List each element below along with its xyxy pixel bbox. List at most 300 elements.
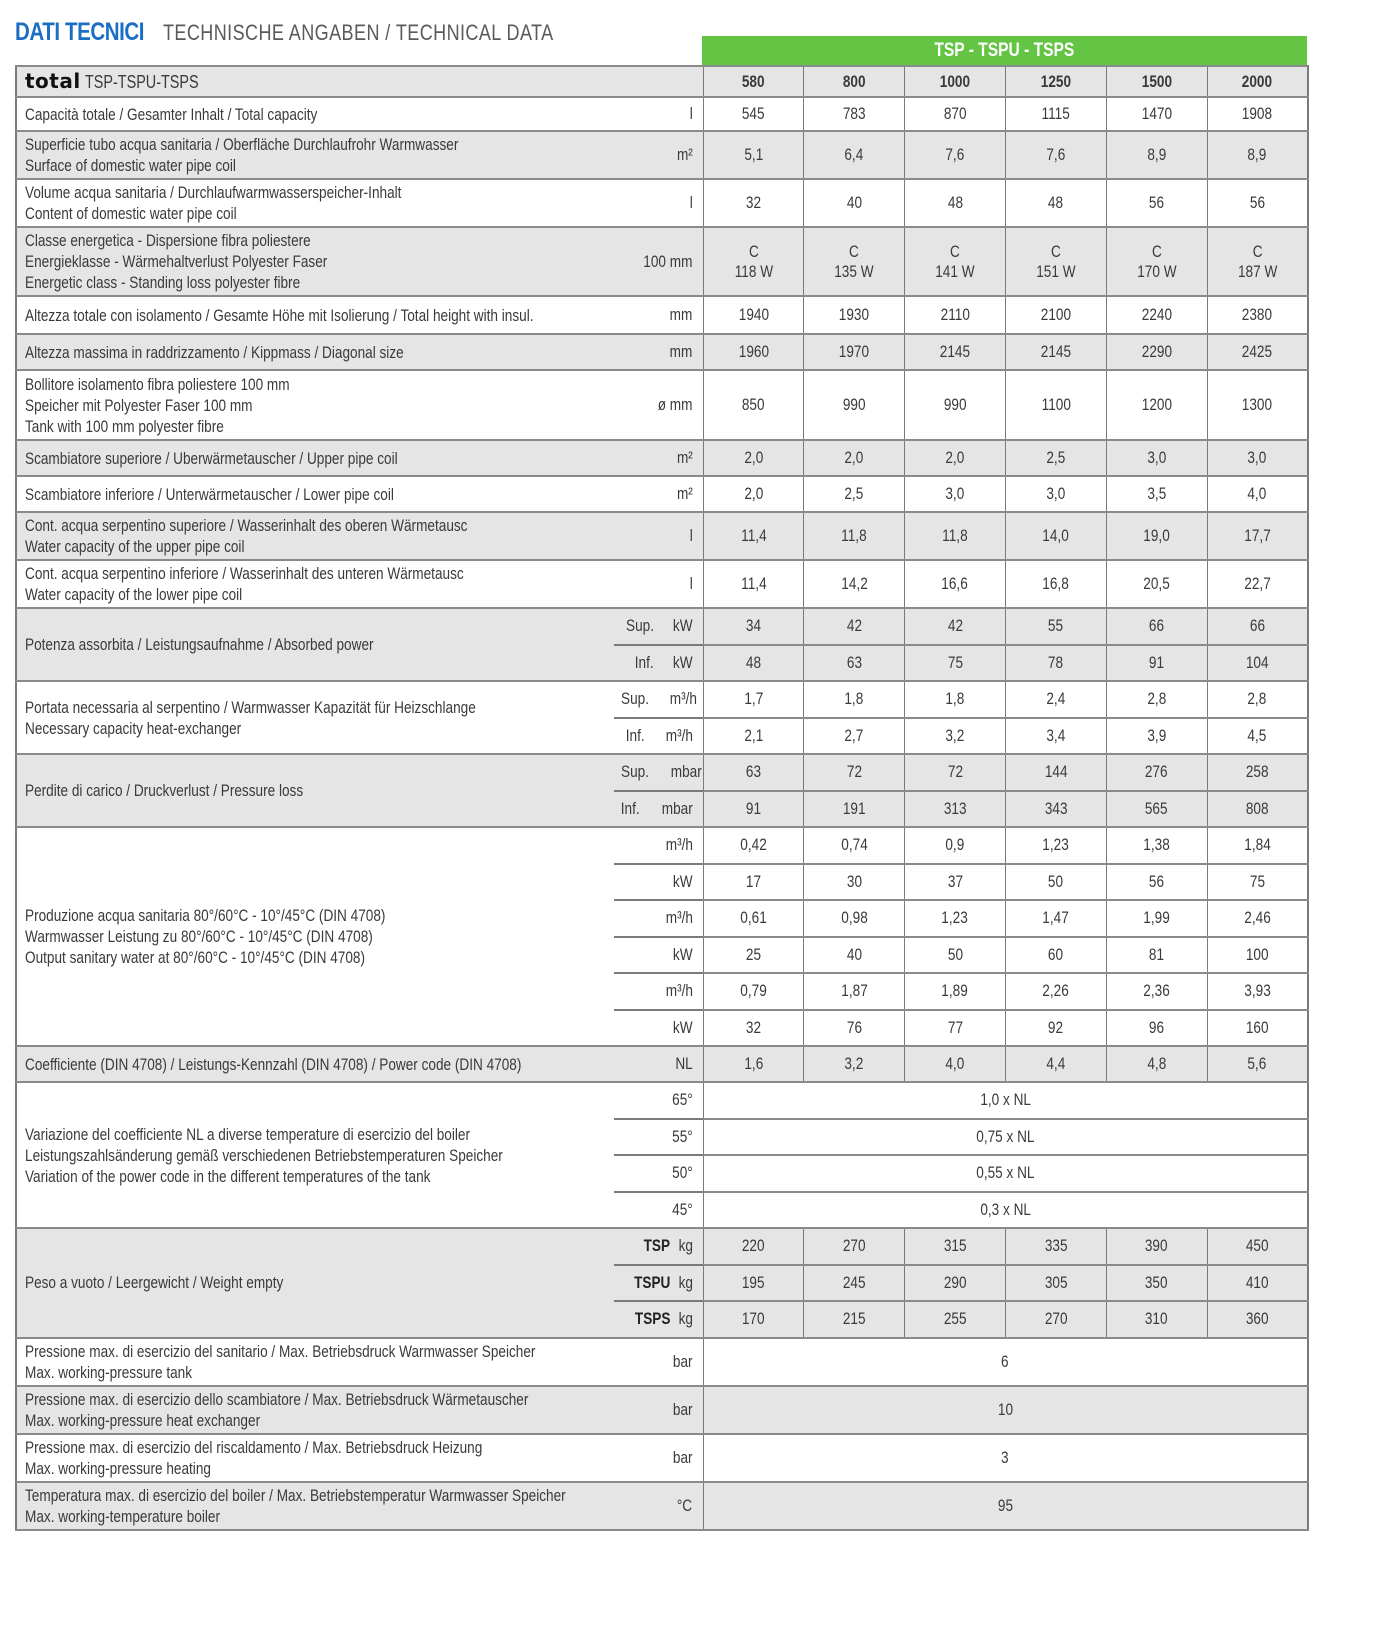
value-cell (905, 608, 1006, 645)
value-cell (804, 900, 905, 937)
unit-label: m³/h (665, 835, 693, 855)
value-cell (905, 791, 1006, 828)
value-cell (703, 681, 804, 718)
row-label-line: Warmwasser Leistung zu 80°/60°C - 10°/45°C (DIN 4708) (25, 927, 373, 946)
row-label-line: Capacità totale / Gesamter Inhalt / Total capacity (25, 104, 318, 124)
value: 11,4 (740, 574, 767, 593)
value-cell (1106, 754, 1207, 791)
value: 0,61 (740, 908, 767, 928)
table-row (16, 440, 1308, 476)
unit-cell (614, 718, 703, 755)
value: 1,99 (1143, 908, 1170, 928)
row-label (16, 131, 614, 179)
table-row (16, 227, 1308, 296)
value-cell (905, 645, 1006, 682)
value: 75 (1249, 871, 1265, 891)
value: 2145 (1040, 342, 1071, 361)
value-cell (1106, 864, 1207, 901)
value-cell (1005, 718, 1106, 755)
value-cell (703, 97, 804, 131)
row-label-line: Produzione acqua sanitaria 80°/60°C - 10°/45°C (DIN 4708) (25, 906, 386, 925)
row-label-line: Variation of the power code in the different temperatures of the tank (25, 1166, 431, 1186)
value-cell (1005, 937, 1106, 974)
row-label-line: Energetic class - Standing loss polyester fibre (25, 273, 301, 292)
value-cell (1207, 1046, 1308, 1082)
row-label-line: Tank with 100 mm polyester fibre (25, 416, 224, 436)
value-cell (1207, 1228, 1308, 1265)
unit-label: m³/h (669, 689, 697, 709)
table-row (16, 1338, 1308, 1386)
value: 215 (842, 1309, 866, 1329)
value-cell (804, 754, 905, 791)
value-cell (804, 370, 905, 440)
value: 4,5 (1247, 725, 1267, 745)
model-label: TSPS (635, 1309, 671, 1329)
value-cell (1207, 179, 1308, 227)
unit-cell (614, 476, 703, 512)
value-cell (703, 512, 804, 560)
row-label-line: Speicher mit Polyester Faser 100 mm (25, 395, 253, 415)
value: 1,8 (945, 689, 965, 709)
value: 5,6 (1247, 1054, 1267, 1073)
row-label-line: Classe energetica - Dispersione fibra poliestere (25, 231, 311, 250)
row-label (16, 608, 614, 681)
value-cell (1005, 973, 1106, 1010)
row-label (16, 512, 614, 560)
page-heading (15, 18, 639, 50)
value: 1,38 (1143, 835, 1170, 855)
value-cell (703, 296, 804, 334)
value: 808 (1245, 798, 1269, 818)
value-cell (1207, 718, 1308, 755)
value: 3,2 (844, 1054, 864, 1073)
row-label-line: Pressione max. di esercizio del riscaldamento / Max. Betriebsdruck Heizung (25, 1437, 483, 1457)
value: 19,0 (1143, 526, 1170, 545)
value: 30 (846, 871, 862, 891)
row-label (16, 179, 614, 227)
row-label-line: Superficie tubo acqua sanitaria / Oberfläche Durchlaufrohr Warmwasser (25, 135, 459, 154)
row-label-line: Scambiatore inferiore / Unterwärmetauscher / Lower pipe coil (25, 484, 394, 504)
value: 48 (1048, 193, 1064, 212)
value-cell (703, 645, 804, 682)
value-cell (1005, 1010, 1106, 1047)
value: 2,8 (1147, 689, 1167, 709)
value-cell (1207, 1265, 1308, 1302)
value: 335 (1044, 1236, 1068, 1256)
brand-cell (16, 66, 703, 97)
unit-label: kW (672, 871, 693, 891)
value: 66 (1149, 616, 1165, 636)
unit-label: m³/h (665, 981, 693, 1001)
value-cell (1106, 937, 1207, 974)
value-cell (1005, 440, 1106, 476)
position-label: Sup. (625, 616, 654, 636)
value: 191 (842, 798, 866, 818)
value: 17 (745, 871, 761, 891)
table-row (16, 1482, 1308, 1530)
value-cell (905, 296, 1006, 334)
value-cell (703, 179, 804, 227)
unit-cell (614, 1386, 703, 1434)
model-number: 1000 (939, 71, 971, 91)
value-cell (1005, 1265, 1106, 1302)
value: 17,7 (1243, 526, 1271, 545)
value-cell (804, 97, 905, 131)
merged-value-cell (703, 1482, 1308, 1530)
value-cell (804, 179, 905, 227)
table-row (16, 1082, 1308, 1119)
value: 343 (1044, 798, 1068, 818)
value-cell (905, 937, 1006, 974)
row-label (16, 296, 614, 334)
value: 10 (997, 1399, 1013, 1419)
unit-cell (614, 900, 703, 937)
unit-label: bar (672, 1351, 693, 1371)
value-cell (804, 608, 905, 645)
value: 255 (943, 1309, 967, 1329)
value: 390 (1145, 1236, 1168, 1256)
value-cell (1005, 370, 1106, 440)
value: 56 (1149, 193, 1165, 212)
unit-cell (614, 512, 703, 560)
value-cell (703, 476, 804, 512)
unit-label: kg (678, 1236, 693, 1256)
value-cell (905, 973, 1006, 1010)
unit-cell (614, 754, 703, 791)
value: 0,3 x NL (979, 1199, 1031, 1219)
value-cell (703, 937, 804, 974)
merged-value-cell (703, 1119, 1308, 1156)
table-row (16, 179, 1308, 227)
value: 72 (947, 762, 963, 782)
unit-label: °C (677, 1495, 693, 1515)
value-cell (804, 681, 905, 718)
value-cell (804, 1265, 905, 1302)
table-row (16, 370, 1308, 440)
table-row (16, 560, 1308, 608)
model-number: 580 (742, 71, 765, 91)
row-label (16, 440, 614, 476)
value-cell (905, 718, 1006, 755)
value: 315 (943, 1236, 967, 1256)
series-band (702, 36, 1307, 65)
unit-cell (614, 827, 703, 864)
value-cell (804, 1010, 905, 1047)
value: 4,0 (945, 1054, 965, 1073)
value: 91 (745, 798, 761, 818)
value: 276 (1145, 762, 1168, 782)
energy-class: C (1050, 241, 1061, 261)
value: 1908 (1242, 104, 1273, 123)
value: 92 (1048, 1017, 1064, 1037)
series-band-label: TSP - TSPU - TSPS (934, 39, 1075, 61)
value: 11,4 (740, 526, 767, 545)
table-row (16, 476, 1308, 512)
value: 78 (1048, 652, 1064, 672)
value: 1115 (1041, 104, 1070, 123)
value: 144 (1044, 762, 1068, 782)
energy-class: C (950, 241, 960, 261)
value-cell (1106, 560, 1207, 608)
value: 313 (943, 798, 967, 818)
value: 310 (1145, 1309, 1168, 1329)
model-number: 1250 (1040, 71, 1071, 91)
value: 1,23 (1042, 835, 1070, 855)
value-cell (703, 827, 804, 864)
row-label (16, 560, 614, 608)
row-label-line: Surface of domestic water pipe coil (25, 156, 236, 175)
value: 1,0 x NL (979, 1090, 1031, 1110)
model-header (1106, 66, 1207, 97)
position-label: Sup. (620, 762, 649, 782)
model-label: TSPU (634, 1272, 671, 1292)
value: 96 (1149, 1017, 1165, 1037)
value-cell (1207, 791, 1308, 828)
row-label-line: Water capacity of the lower pipe coil (25, 585, 243, 604)
unit-cell (614, 560, 703, 608)
value: 3,5 (1147, 484, 1167, 503)
value-cell (1005, 476, 1106, 512)
value: 56 (1149, 871, 1165, 891)
value: 2,7 (844, 725, 864, 745)
row-label-line: Temperatura max. di esercizio del boiler / Max. Betriebstemperatur Warmwasser Speicher (25, 1485, 566, 1505)
value-cell (703, 973, 804, 1010)
unit-cell (614, 97, 703, 131)
value: 270 (1044, 1309, 1068, 1329)
value-cell (1207, 97, 1308, 131)
value-cell (1106, 334, 1207, 370)
value: 1,7 (743, 689, 763, 709)
unit-cell (614, 937, 703, 974)
value-cell (1005, 608, 1106, 645)
value: 55 (1048, 616, 1064, 636)
standing-loss: 151 W (1036, 261, 1076, 281)
row-label (16, 681, 614, 754)
value: 100 (1245, 944, 1269, 964)
value-cell (804, 227, 905, 296)
row-label (16, 476, 614, 512)
unit-label: l (689, 574, 693, 593)
unit-label: m² (676, 484, 693, 503)
value: 32 (745, 193, 761, 212)
product-line: TSP-TSPU-TSPS (84, 71, 199, 92)
value-cell (905, 560, 1006, 608)
value: 6,4 (844, 145, 864, 164)
value-cell (1207, 1301, 1308, 1338)
value: 2425 (1242, 342, 1273, 361)
value: 14,2 (840, 574, 868, 593)
standing-loss: 170 W (1136, 261, 1177, 281)
value-cell (804, 1301, 905, 1338)
standing-loss: 187 W (1237, 261, 1277, 281)
value-cell (905, 827, 1006, 864)
value: 3,4 (1046, 725, 1066, 745)
value: 2,4 (1046, 689, 1066, 709)
unit-label: m³/h (665, 725, 693, 745)
model-number: 1500 (1141, 71, 1172, 91)
table-row (16, 827, 1308, 864)
value: 3 (1001, 1447, 1009, 1467)
merged-value-cell (703, 1386, 1308, 1434)
value-cell (905, 512, 1006, 560)
value: 2,8 (1247, 689, 1267, 709)
row-label-line: Perdite di carico / Druckverlust / Pressure loss (25, 781, 304, 800)
value-cell (1207, 754, 1308, 791)
merged-value-cell (703, 1155, 1308, 1192)
value: 0,74 (840, 835, 868, 855)
row-label-line: Max. working-pressure heating (25, 1458, 211, 1478)
unit-cell (614, 864, 703, 901)
row-label (16, 370, 614, 440)
value: 2,46 (1243, 908, 1271, 928)
model-header (1207, 66, 1308, 97)
value: 160 (1245, 1017, 1269, 1037)
value-cell (703, 334, 804, 370)
row-label-line: Max. working-pressure tank (25, 1362, 193, 1382)
value-cell (1106, 1301, 1207, 1338)
value: 14,0 (1042, 526, 1070, 545)
value: 76 (846, 1017, 862, 1037)
value-cell (703, 900, 804, 937)
value-cell (703, 227, 804, 296)
value: 40 (846, 193, 862, 212)
table-row (16, 608, 1308, 645)
value-cell (1005, 296, 1106, 334)
value: 11,8 (942, 526, 968, 545)
row-label (16, 1046, 614, 1082)
value: 450 (1245, 1236, 1269, 1256)
value-cell (1005, 227, 1106, 296)
position-label: Inf. (635, 652, 654, 672)
value: 1,87 (840, 981, 868, 1001)
value-cell (905, 97, 1006, 131)
value-cell (804, 512, 905, 560)
value-cell (1005, 864, 1106, 901)
value-cell (1106, 718, 1207, 755)
value: 1,8 (844, 689, 864, 709)
value: 66 (1249, 616, 1265, 636)
model-header (905, 66, 1006, 97)
merged-value-cell (703, 1192, 1308, 1229)
merged-value-cell (703, 1434, 1308, 1482)
value-cell (804, 440, 905, 476)
value-cell (1207, 476, 1308, 512)
value-cell (1005, 791, 1106, 828)
unit-cell (614, 1155, 703, 1192)
unit-cell (614, 1482, 703, 1530)
value-cell (703, 1265, 804, 1302)
standing-loss: 141 W (935, 261, 975, 281)
unit-cell (614, 334, 703, 370)
unit-label: 100 mm (643, 251, 693, 271)
value-cell (905, 864, 1006, 901)
value-cell (1207, 512, 1308, 560)
value-cell (1005, 1301, 1106, 1338)
row-label (16, 1228, 614, 1338)
table-row (16, 512, 1308, 560)
value-cell (1005, 1046, 1106, 1082)
value: 16,8 (1042, 574, 1070, 593)
model-number: 800 (842, 71, 866, 91)
value-cell (804, 973, 905, 1010)
value-cell (905, 131, 1006, 179)
unit-label: NL (675, 1054, 693, 1073)
table-row (16, 334, 1308, 370)
value: 305 (1044, 1272, 1068, 1292)
value: 11,8 (841, 526, 867, 545)
value: 1,89 (941, 981, 969, 1001)
value-cell (703, 608, 804, 645)
value: 2,36 (1143, 981, 1170, 1001)
table-row (16, 66, 1308, 97)
value-cell (1106, 512, 1207, 560)
value-cell (1207, 681, 1308, 718)
row-label-line: Volume acqua sanitaria / Durchlaufwarmwasserspeicher-Inhalt (25, 183, 402, 202)
value: 95 (997, 1495, 1013, 1515)
value-cell (1207, 440, 1308, 476)
row-label (16, 1482, 614, 1530)
value: 1,6 (743, 1054, 763, 1073)
value-cell (905, 227, 1006, 296)
value-cell (804, 864, 905, 901)
value: 42 (846, 616, 862, 636)
value-cell (905, 1010, 1006, 1047)
value-cell (804, 560, 905, 608)
value: 3,0 (1046, 484, 1066, 503)
value-cell (1106, 440, 1207, 476)
value: 60 (1048, 944, 1064, 964)
position-label: Inf. (625, 725, 645, 745)
row-label-line: Energieklasse - Wärmehaltverlust Polyester Faser (25, 252, 328, 271)
unit-cell (614, 1434, 703, 1482)
unit-label: m² (676, 145, 693, 164)
value-cell (703, 370, 804, 440)
unit-cell (614, 1265, 703, 1302)
value-cell (703, 718, 804, 755)
value: 3,2 (945, 725, 965, 745)
row-label (16, 1434, 614, 1482)
value-cell (905, 179, 1006, 227)
value-cell (1005, 681, 1106, 718)
value: 290 (943, 1272, 967, 1292)
value: 3,0 (1147, 448, 1167, 467)
value-cell (1005, 179, 1106, 227)
unit-label: l (689, 526, 693, 545)
energy-class: C (1151, 241, 1162, 261)
value-cell (1106, 227, 1207, 296)
value-cell (1106, 97, 1207, 131)
value: 258 (1245, 762, 1269, 782)
unit-cell (614, 973, 703, 1010)
value-cell (1005, 560, 1106, 608)
page-title: DATI TECNICI (15, 18, 145, 46)
energy-class: C (849, 241, 860, 261)
value: 48 (947, 193, 963, 212)
row-label-line: Variazione del coefficiente NL a diverse temperature di esercizio del boiler (25, 1124, 471, 1144)
table-row (16, 754, 1308, 791)
value: 0,98 (840, 908, 868, 928)
value-cell (1207, 334, 1308, 370)
value-cell (703, 1301, 804, 1338)
row-label-line: Portata necessaria al serpentino / Warmwasser Kapazität für Heizschlange (25, 697, 476, 717)
brand-logo: total (25, 68, 81, 93)
model-label: TSP (644, 1236, 671, 1256)
value: 63 (846, 652, 862, 672)
value: 1300 (1242, 395, 1273, 414)
temperature-label: 45° (671, 1199, 693, 1219)
row-label (16, 827, 614, 1046)
table-row (16, 1434, 1308, 1482)
